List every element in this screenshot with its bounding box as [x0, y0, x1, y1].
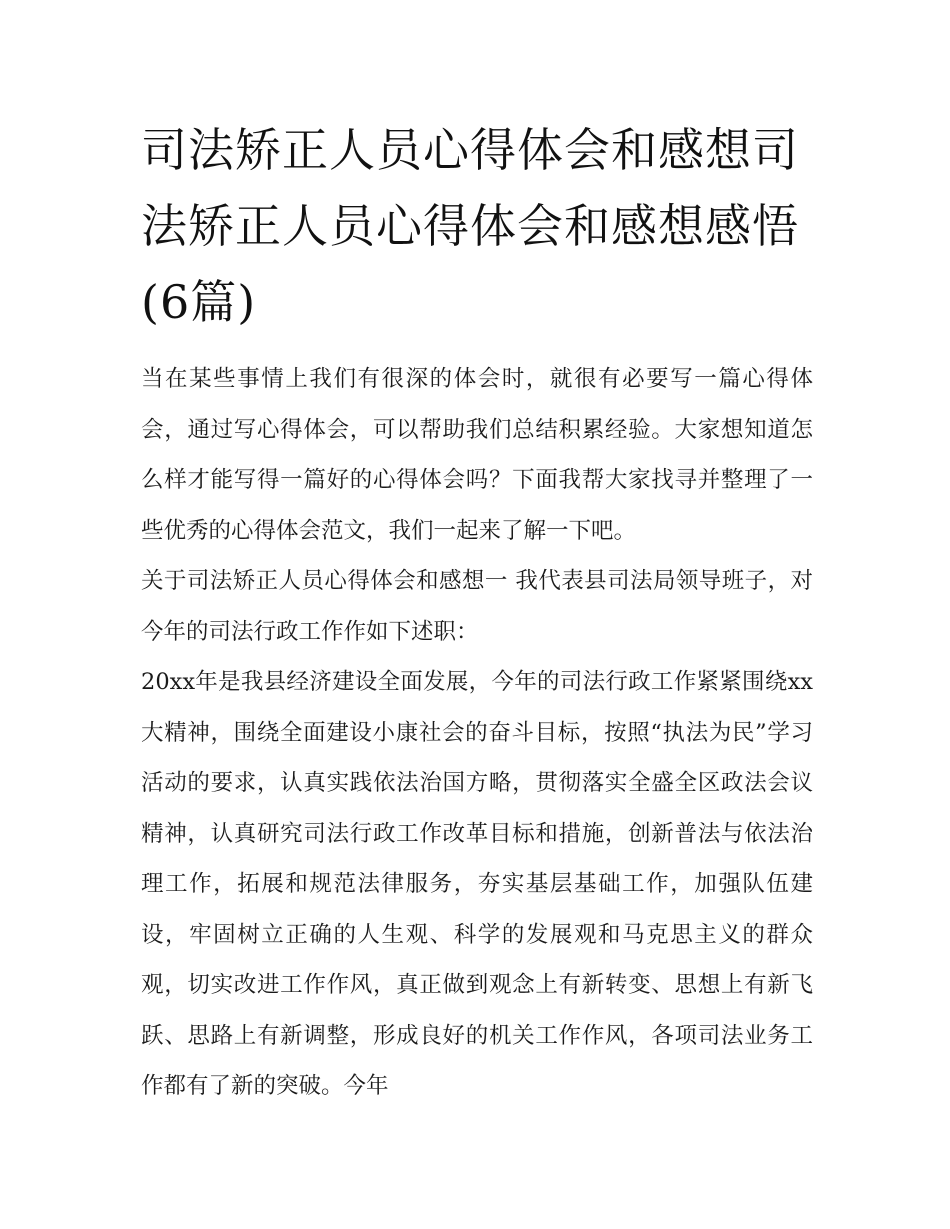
paragraph-intro: 当在某些事情上我们有很深的体会时，就很有必要写一篇心得体会，通过写心得体会，可以帮助我们总结积累经验。大家想知道怎么样才能写得一篇好的心得体会吗？下面我帮大家找寻并整理了一些优秀的心得体会范文，我们一起来了解一下吧。: [141, 366, 813, 544]
paragraph-report: 20xx年是我县经济建设全面发展，今年的司法行政工作紧紧围绕xx大精神，围绕全面建设小康社会的奋斗目标，按照“执法为民”学习活动的要求，认真实践依法治国方略，贯彻落实全盛全区政法会议精神，认真研究司法行政工作改革目标和措施，创新普法与依法治理工作，拓展和规范法律服务，夯实基层基础工作，加强队伍建设，牢固树立正确的人生观、科学的发展观和马克思主义的群众观，切实改进工作作风，真正做到观念上有新转变、思想上有新飞跃、思路上有新调整，形成良好的机关工作作风，各项司法业务工作都有了新的突破。今年: [141, 669, 813, 1099]
document-title: 司法矫正人员心得体会和感想司法矫正人员心得体会和感想感悟(6篇): [141, 123, 799, 329]
paragraph-section-one: 关于司法矫正人员心得体会和感想一 我代表县司法局领导班子，对今年的司法行政工作作如下述职：: [141, 568, 813, 645]
document-body: [141, 354, 813, 1112]
document-content: [141, 112, 813, 1112]
